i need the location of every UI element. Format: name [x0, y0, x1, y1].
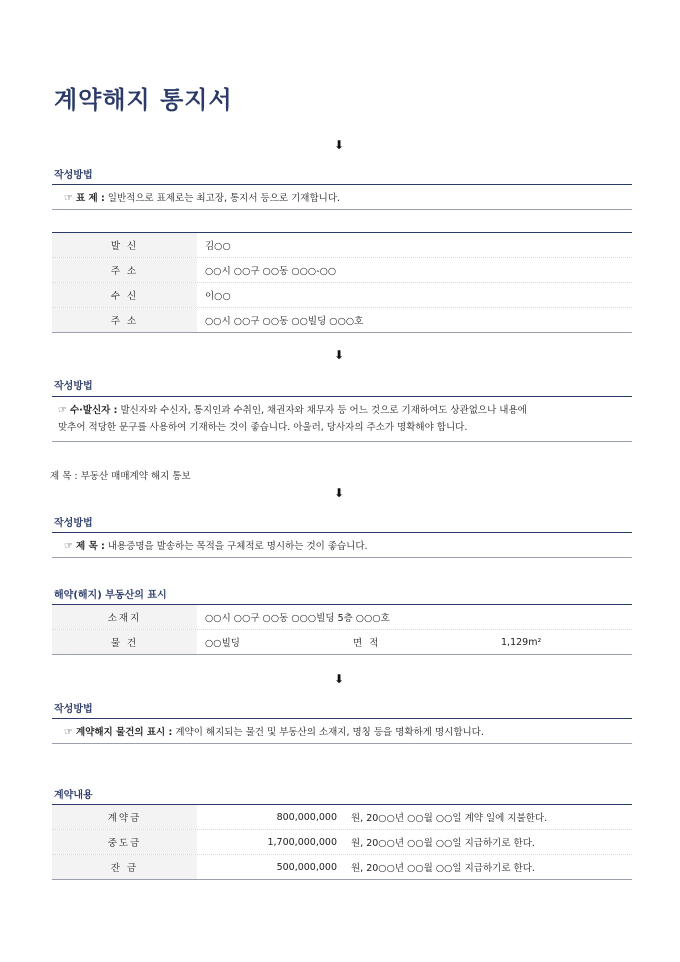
table-row — [52, 233, 632, 258]
note-text: 일반적으로 표제로는 최고장, 통지서 등으로 기재합니다. — [104, 193, 341, 204]
note-text: 발신자와 수신자, 통지인과 수취인, 채권자와 채무자 등 어느 것으로 기재하여도 상관없으나 내용에 — [117, 405, 527, 416]
method-label: 작성방법 — [54, 170, 93, 181]
down-arrow-icon: ⬇ — [334, 348, 345, 362]
note-key: 표 제 : — [76, 193, 105, 204]
area-value: 1,129m² — [501, 636, 542, 648]
subject-line: 제 목 : 부동산 매매계약 해지 통보 — [50, 471, 191, 482]
table-row — [52, 283, 632, 308]
amount: 500,000,000 — [276, 861, 337, 873]
page-title: 계약해지 통지서 — [54, 86, 233, 114]
note-key: 계약해지 물건의 표시 : — [76, 727, 173, 738]
note-text-cont: 맞추어 적당한 문구를 사용하여 기재하는 것이 좋습니다. 아울러, 당사자의 주소가 명확해야 합니다. — [58, 422, 468, 433]
row-value: ○○시 ○○구 ○○동 ○○빌딩 ○○○호 — [205, 316, 364, 327]
row-desc: 원, 20○○년 ○○월 ○○일 지급하기로 한다. — [351, 863, 535, 874]
parties-table — [52, 232, 632, 333]
note-box-title — [52, 184, 632, 210]
amount: 1,700,000,000 — [267, 836, 337, 848]
row-desc: 원, 20○○년 ○○월 ○○일 지급하기로 한다. — [351, 838, 535, 849]
method-label: 작성방법 — [54, 518, 93, 529]
table-row — [52, 855, 632, 879]
note-key: 수·발신자 : — [70, 405, 118, 416]
pointing-hand-icon: ☞ — [64, 541, 73, 552]
row-label: 물 건 — [52, 630, 197, 654]
pointing-hand-icon: ☞ — [64, 727, 73, 738]
method-label: 작성방법 — [54, 381, 93, 392]
note-key: 제 목 : — [76, 541, 105, 552]
row-value: 이○○ — [205, 291, 231, 302]
note-text: 계약이 해지되는 물건 및 부동산의 소재지, 명칭 등을 명확하게 명시합니다. — [172, 727, 484, 738]
pointing-hand-icon: ☞ — [58, 405, 67, 416]
property-heading: 해약(해지) 부동산의 표시 — [54, 590, 167, 601]
method-label: 작성방법 — [54, 704, 93, 715]
row-value: ○○시 ○○구 ○○동 ○○○-○○ — [205, 266, 337, 277]
property-table — [52, 604, 632, 655]
table-row — [52, 805, 632, 830]
down-arrow-icon: ⬇ — [334, 138, 345, 152]
row-label: 주 소 — [52, 308, 197, 332]
row-label: 중도금 — [52, 830, 197, 854]
down-arrow-icon: ⬇ — [334, 672, 345, 686]
area-label: 면 적 — [353, 638, 381, 649]
note-box-property — [52, 718, 632, 744]
row-value: ○○빌딩 — [205, 638, 240, 649]
pointing-hand-icon: ☞ — [64, 193, 73, 204]
row-label: 잔 금 — [52, 855, 197, 879]
table-row — [52, 830, 632, 855]
note-box-subject — [52, 532, 632, 558]
contract-heading: 계약내용 — [54, 790, 93, 801]
table-row — [52, 630, 632, 654]
row-desc: 원, 20○○년 ○○월 ○○일 계약 일에 지불한다. — [351, 813, 548, 824]
table-row — [52, 258, 632, 283]
down-arrow-icon: ⬇ — [334, 486, 345, 500]
note-box-parties — [52, 396, 632, 442]
contract-table — [52, 804, 632, 880]
table-row — [52, 308, 632, 332]
row-label: 수 신 — [52, 283, 197, 307]
row-value: 김○○ — [205, 241, 231, 252]
row-label: 주 소 — [52, 258, 197, 282]
row-label: 소재지 — [52, 605, 197, 629]
amount: 800,000,000 — [276, 811, 337, 823]
row-value: ○○시 ○○구 ○○동 ○○○빌딩 5층 ○○○호 — [205, 613, 390, 624]
row-label: 발 신 — [52, 233, 197, 257]
table-row — [52, 605, 632, 630]
row-label: 계약금 — [52, 805, 197, 829]
note-text: 내용증명을 발송하는 목적을 구체적로 명시하는 것이 좋습니다. — [104, 541, 368, 552]
